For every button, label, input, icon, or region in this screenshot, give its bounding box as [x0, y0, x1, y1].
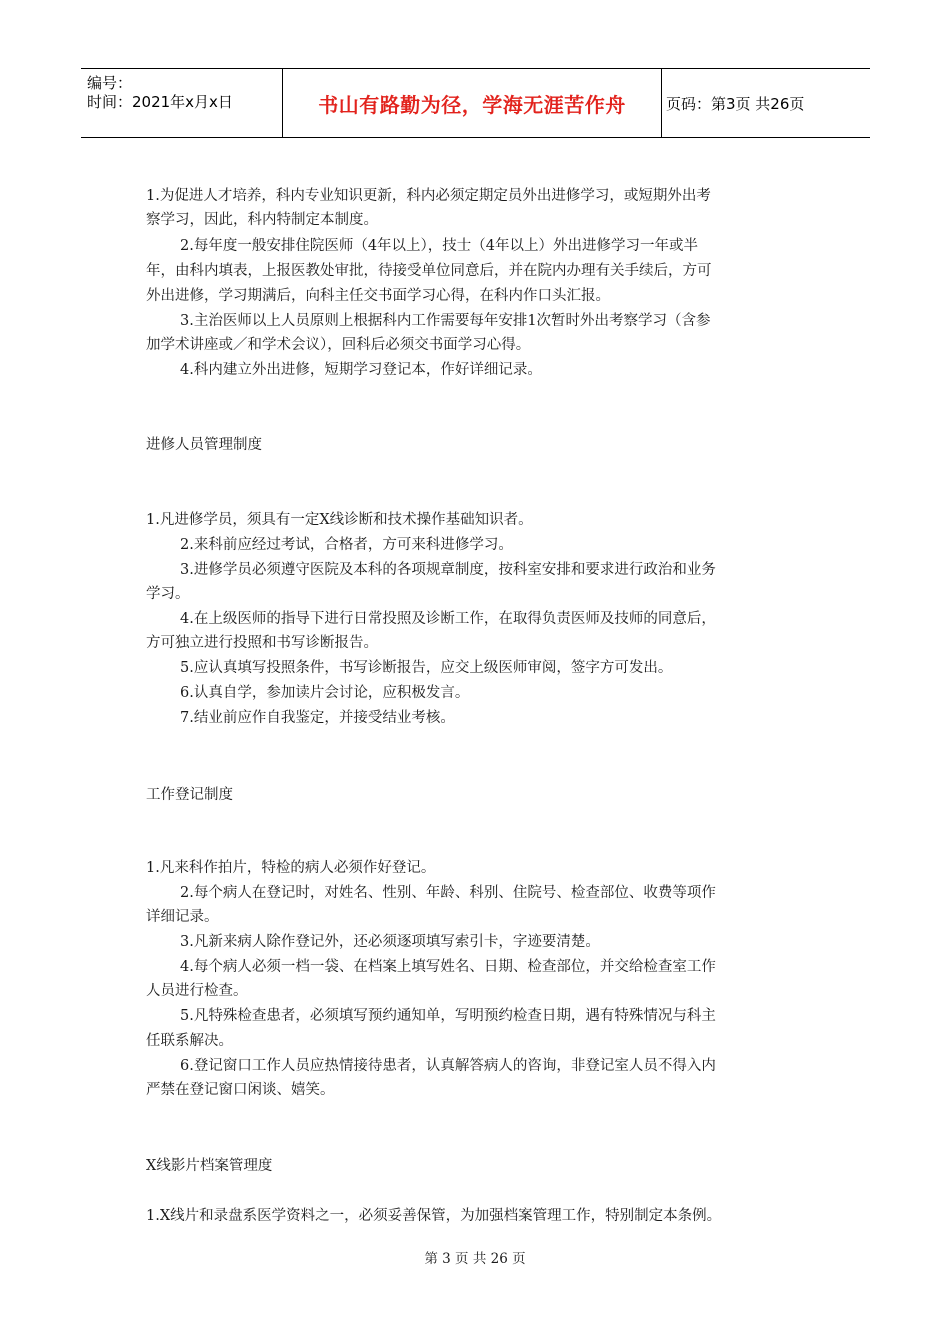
paragraph-line: 4.在上级医师的指导下进行日常投照及诊断工作，在取得负责医师及技师的同意后， [180, 611, 716, 627]
paragraph-line: 1.X线片和录盘系医学资料之一，必须妥善保管，为加强档案管理工作，特别制定本条例。 [146, 1208, 722, 1224]
paragraph-line: 外出进修，学习期满后，向科主任交书面学习心得，在科内作口头汇报。 [146, 288, 610, 304]
paragraph-line: 4.科内建立外出进修，短期学习登记本，作好详细记录。 [180, 362, 542, 378]
footer-page-number: 第 3 页 共 26 页 [424, 1251, 526, 1267]
document-number-label: 编号： [87, 74, 133, 92]
paragraph-line: 3.进修学员必须遵守医院及本科的各项规章制度，按科室安排和要求进行政治和业务 [180, 562, 716, 578]
header-motto: 书山有路勤为径，学海无涯苦作舟 [318, 92, 626, 117]
header-page-code: 页码：第3页 共26页 [666, 94, 805, 113]
paragraph-line: 1.凡进修学员，须具有一定X线诊断和技术操作基础知识者。 [146, 512, 533, 528]
paragraph-line: 7.结业前应作自我鉴定，并接受结业考核。 [180, 710, 455, 726]
paragraph-line: 2.每年度一般安排住院医师（4年以上），技士（4年以上）外出进修学习一年或半 [180, 238, 699, 254]
paragraph-line: 年，由科内填表，上报医教处审批，待接受单位同意后，并在院内办理有关手续后，方可 [146, 263, 712, 279]
header-motto-cell [283, 69, 662, 137]
paragraph-line: 6.登记窗口工作人员应热情接待患者，认真解答病人的咨询，非登记室人员不得入内 [180, 1058, 716, 1074]
paragraph-line: 严禁在登记窗口闲谈、嬉笑。 [146, 1082, 335, 1098]
paragraph-line: 详细记录。 [146, 909, 219, 925]
paragraph-line: 3.凡新来病人除作登记外，还必须逐项填写索引卡，字迹要清楚。 [180, 934, 600, 950]
paragraph-line: 加学术讲座或／和学术会议），回科后必须交书面学习心得。 [146, 337, 531, 353]
section-heading: X线影片档案管理度 [146, 1158, 273, 1174]
paragraph-line: 学习。 [146, 586, 190, 602]
paragraph-line: 1.凡来科作拍片，特检的病人必须作好登记。 [146, 860, 436, 876]
paragraph-line: 任联系解决。 [146, 1033, 233, 1049]
paragraph-line: 察学习，因此，科内特制定本制度。 [146, 212, 378, 228]
header-info-cell [81, 69, 283, 137]
page-header [81, 68, 870, 138]
page-footer [0, 1247, 950, 1267]
document-date-label: 时间：2021年x月x日 [87, 93, 233, 111]
paragraph-line: 5.应认真填写投照条件，书写诊断报告，应交上级医师审阅，签字方可发出。 [180, 660, 673, 676]
paragraph-line: 方可独立进行投照和书写诊断报告。 [146, 635, 378, 651]
paragraph-line: 6.认真自学，参加读片会讨论，应积极发言。 [180, 685, 470, 701]
header-page-cell [662, 69, 870, 137]
paragraph-line: 人员进行检查。 [146, 983, 248, 999]
paragraph-line: 2.来科前应经过考试，合格者，方可来科进修学习。 [180, 537, 513, 553]
section-heading: 工作登记制度 [146, 787, 233, 803]
paragraph-line: 1.为促进人才培养，科内专业知识更新，科内必须定期定员外出进修学习，或短期外出考 [146, 188, 711, 204]
section-heading: 进修人员管理制度 [146, 437, 262, 453]
paragraph-line: 5.凡特殊检查患者，必须填写预约通知单，写明预约检查日期，遇有特殊情况与科主 [180, 1008, 716, 1024]
paragraph-line: 4.每个病人必须一档一袋、在档案上填写姓名、日期、检查部位，并交给检查室工作 [180, 959, 716, 975]
paragraph-line: 2.每个病人在登记时，对姓名、性别、年龄、科别、住院号、检查部位、收费等项作 [180, 885, 716, 901]
paragraph-line: 3.主治医师以上人员原则上根据科内工作需要每年安排1次暂时外出考察学习（含参 [180, 313, 711, 329]
